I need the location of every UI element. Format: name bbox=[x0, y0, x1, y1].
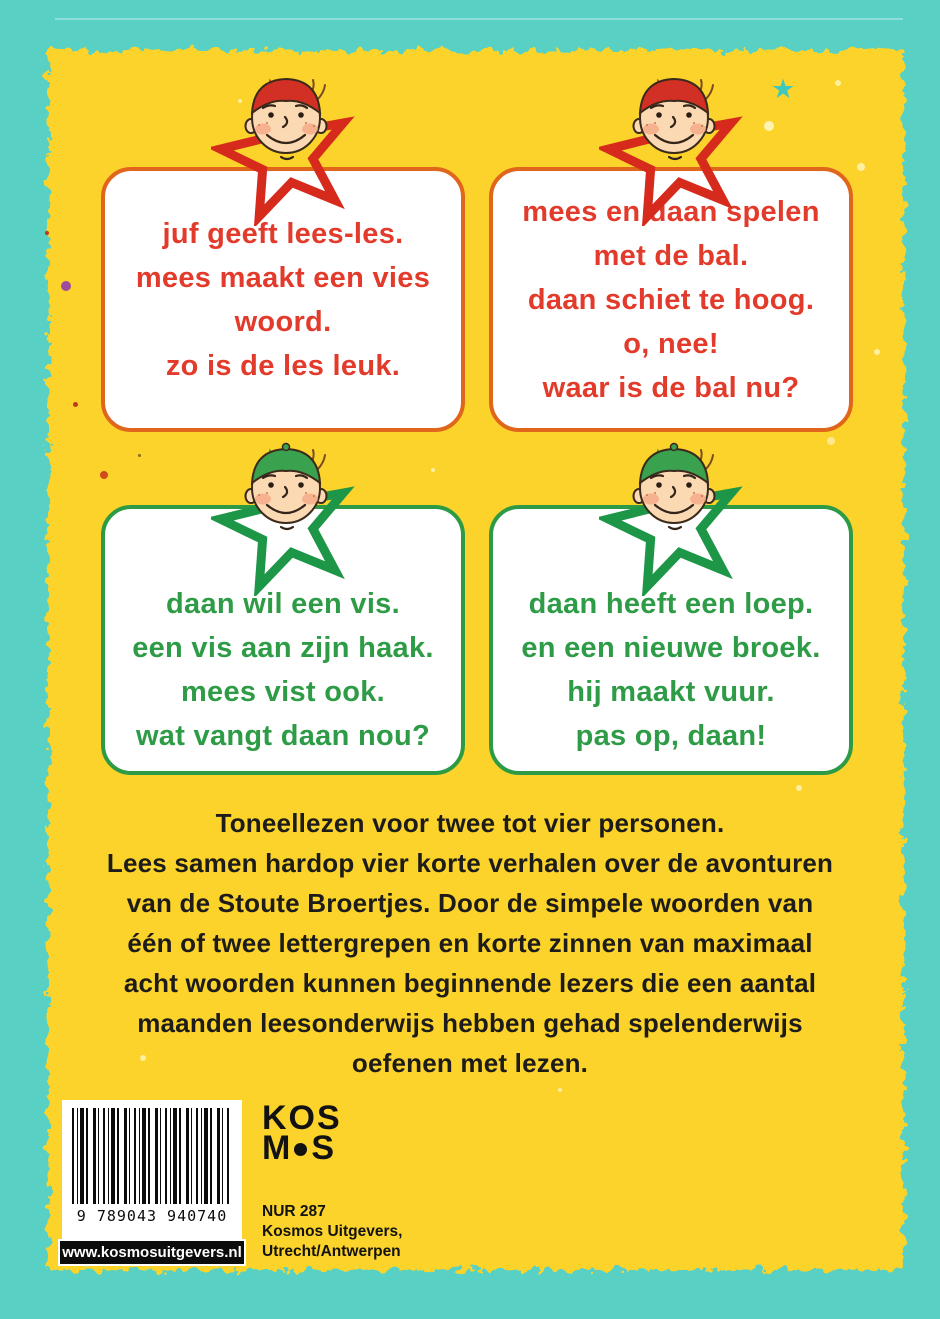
paint-speckle bbox=[100, 471, 108, 479]
blurb-line: maanden leesonderwijs hebben gehad spelenderwijs bbox=[137, 1008, 803, 1038]
card-line: met de bal. bbox=[593, 239, 749, 272]
card-line: daan schiet te hoog. bbox=[527, 283, 815, 316]
green-star-boy-illustration bbox=[211, 436, 361, 596]
blurb-line: één of twee lettergrepen en korte zinnen van maximaal bbox=[127, 928, 813, 958]
publisher-website-text: www.kosmosuitgevers.nl bbox=[62, 1244, 242, 1261]
logo-text-kos: KOS bbox=[262, 1099, 342, 1137]
card-line: zo is de les leuk. bbox=[165, 349, 401, 382]
paint-speckle bbox=[431, 468, 435, 472]
story-card-1 bbox=[101, 167, 465, 432]
nur-line: Kosmos Uitgevers, bbox=[262, 1223, 403, 1240]
cover-edge-highlight bbox=[55, 18, 903, 20]
nur-line: NUR 287 bbox=[262, 1203, 326, 1220]
card-line: en een nieuwe broek. bbox=[521, 632, 821, 664]
card-line: mees maakt een vies bbox=[135, 261, 431, 294]
card-line: hij maakt vuur. bbox=[567, 676, 775, 708]
card-line: pas op, daan! bbox=[575, 720, 767, 752]
blurb-line: oefenen met lezen. bbox=[351, 1048, 589, 1078]
kosmos-logo bbox=[262, 1099, 342, 1167]
logo-text-m: M bbox=[262, 1129, 291, 1167]
card-line: waar is de bal nu? bbox=[542, 371, 800, 404]
story-card-4 bbox=[489, 505, 853, 775]
story-card-3 bbox=[101, 505, 465, 775]
blurb-line: acht woorden kunnen beginnende lezers die een aantal bbox=[123, 968, 817, 998]
paint-speckle bbox=[857, 163, 865, 171]
barcode bbox=[62, 1100, 242, 1240]
card-line: mees vist ook. bbox=[180, 676, 386, 708]
red-star-boy-illustration bbox=[211, 66, 361, 226]
small-star-icon: ★ bbox=[771, 74, 796, 105]
blurb-line: Toneellezen voor twee tot vier personen. bbox=[215, 808, 725, 838]
nur-line: Utrecht/Antwerpen bbox=[262, 1243, 401, 1260]
card-line: o, nee! bbox=[623, 327, 719, 360]
logo-dot-icon bbox=[294, 1143, 307, 1156]
paint-speckle bbox=[61, 281, 71, 291]
paint-speckle bbox=[874, 349, 880, 355]
card-line: mees en daan spelen bbox=[522, 195, 820, 228]
card-line: daan wil een vis. bbox=[166, 588, 400, 620]
paint-speckle bbox=[558, 1088, 562, 1092]
card-line: wat vangt daan nou? bbox=[135, 720, 431, 752]
story-card-2 bbox=[489, 167, 853, 432]
logo-text-s: S bbox=[311, 1129, 335, 1167]
paint-speckle bbox=[835, 80, 841, 86]
card-line: een vis aan zijn haak. bbox=[132, 632, 434, 664]
barcode-number: 9 789043 940740 bbox=[76, 1207, 228, 1225]
card-line: woord. bbox=[234, 305, 332, 338]
back-cover-blurb bbox=[36, 803, 904, 1083]
green-star-boy-illustration bbox=[599, 436, 749, 596]
paint-speckle bbox=[45, 231, 49, 235]
paint-speckle bbox=[796, 785, 802, 791]
paint-speckle bbox=[138, 454, 141, 457]
publisher-info bbox=[262, 1202, 402, 1262]
red-star-boy-illustration bbox=[599, 66, 749, 226]
card-line: juf geeft lees-les. bbox=[162, 217, 404, 250]
barcode-bars-icon bbox=[72, 1108, 232, 1204]
publisher-website-strip bbox=[58, 1239, 246, 1266]
card-line: daan heeft een loep. bbox=[528, 588, 814, 620]
blurb-line: van de Stoute Broertjes. Door de simpele woorden van bbox=[126, 888, 814, 918]
paint-speckle bbox=[73, 402, 78, 407]
blurb-line: Lees samen hardop vier korte verhalen over de avonturen bbox=[106, 848, 834, 878]
paint-speckle bbox=[827, 437, 835, 445]
paint-speckle bbox=[764, 121, 774, 131]
logo-row-mos bbox=[262, 1129, 342, 1167]
